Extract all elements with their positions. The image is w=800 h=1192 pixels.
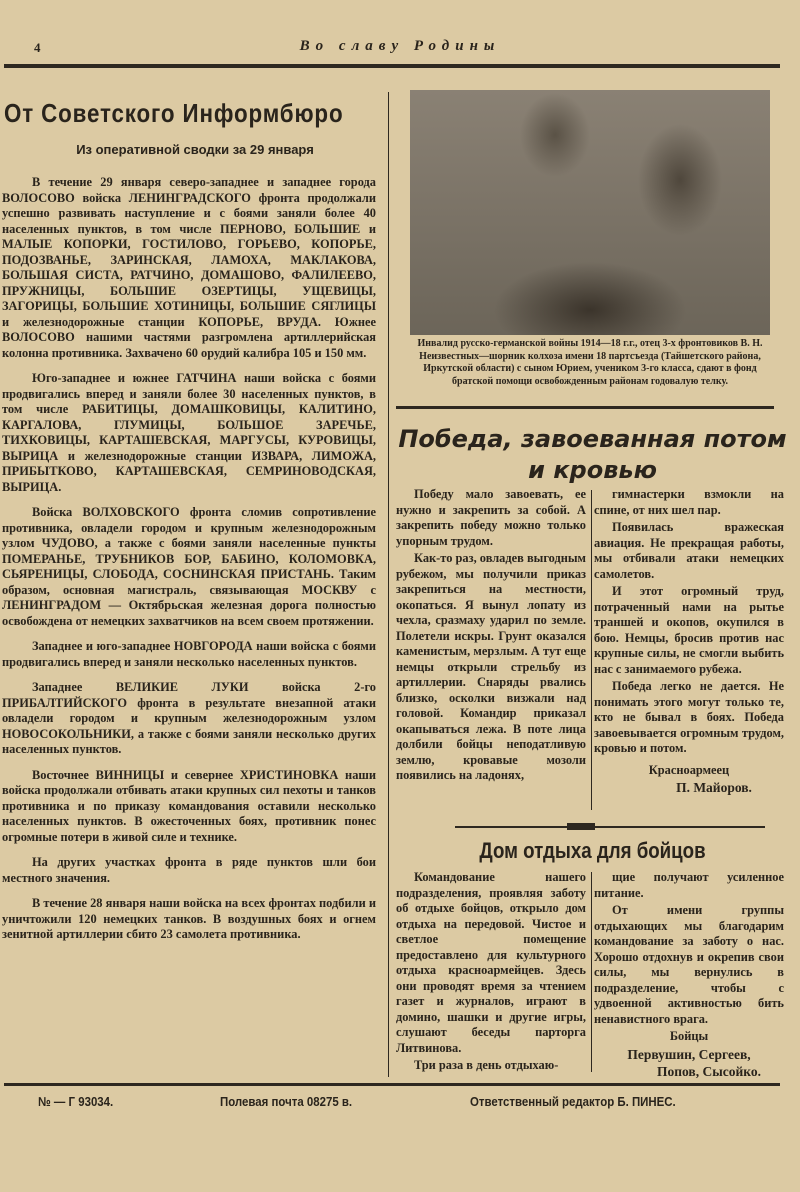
paragraph: Восточнее ВИННИЦЫ и севернее ХРИСТИНОВКА наши войска продолжали отбивать атаки крупных сил пехоты и танков противника и по приказу командования оставили несколько населенных пунктов. В ожесточенных боях, противник понес огромные потери в живой силе и технике.	[2, 767, 376, 844]
rest-home-title: Дом отдыха для бойцов	[479, 838, 706, 863]
signature-names: Попов, Сысойко.	[656, 1064, 762, 1079]
column-divider	[591, 872, 592, 1072]
paragraph: Командование нашего подразделения, проявляя заботу об отдыхе бойцов, открыло дом отдыха на передовой. Чистое и светлое помещение предоставлено для культурного отдыха красноармейцев. Здесь они проводят время за чтением газет и журналов, играют в домино, шашки и другие игры, слушают беседы парторга Литвинова.	[396, 870, 586, 1055]
section-rule	[455, 826, 765, 828]
footer-rule	[4, 1083, 780, 1086]
victory-col-1	[396, 487, 586, 786]
caption-rule	[396, 406, 774, 409]
paragraph: Появилась вражеская авиация. Не прекращая работы, мы отбивали атаки немецких самолетов.	[594, 520, 784, 581]
column-divider	[388, 92, 389, 1077]
informburo-subtitle: Из оперативной сводки за 29 января	[76, 142, 314, 157]
masthead: Во славу Родины	[299, 38, 501, 54]
issue-number: № — Г 93034.	[38, 1094, 114, 1109]
field-post: Полевая почта 08275 в.	[220, 1094, 353, 1109]
victory-col-2	[594, 487, 784, 798]
paragraph: Западнее ВЕЛИКИЕ ЛУКИ войска 2-го ПРИБАЛТИЙСКОГО фронта в результате внезапной атаки овладели городом и крупным железнодорожным узлом НОВОСОКОЛЬНИКИ, а также с боями заняли несколько других населенных пунктов.	[2, 680, 376, 756]
paragraph: Западнее и юго-западнее НОВГОРОДА наши войска с боями продвигались вперед и заняли несколько населенных пунктов.	[2, 639, 376, 669]
paragraph: В течение 28 января наши войска на всех фронтах подбили и уничтожили 120 немецких танков. В воздушных боях и огнем зенитной артиллерии сбито 23 самолета противника.	[2, 896, 376, 941]
victory-title: Победа, завоеванная потом и кровью	[398, 425, 787, 484]
paragraph: гимнастерки взмокли на спине, от них шел пар.	[594, 487, 784, 517]
paragraph: Юго-западнее и южнее ГАТЧИНА наши войска с боями продвигались вперед и заняли более 30 населенных пунктов, в том числе РАБИТИЦЫ, ДОМАШКОВИЦЫ, КАЛИТИНО, КАРГАЛОВА, ГЛУМИЦЫ, БОЛЬШОЕ ЗАРЕЧЬЕ, ТИХКОВИЦЫ, КАРТАШЕВСКАЯ, МАРГУСЫ, КУРОВИЦЫ, ВЫРИЦА и железнодорожные станции ИЗВАРА, ЛИМОЖА, ПРИБЫТКОВО, КАРТАШЕВСКАЯ, СЕМРИНОВОДСКАЯ, ВЫРИЦА.	[2, 371, 376, 494]
paragraph: щие получают усиленное питание.	[594, 870, 784, 900]
header-rule	[4, 64, 780, 68]
section-ornament	[567, 823, 595, 830]
paragraph: От имени группы отдыхающих мы благодарим командование за заботу о нас. Хорошо отдохнув и окрепив свои силы, мы вернулись в подразделение, чтобы с удвоенной активностью бить ненавистного врага.	[594, 903, 784, 1026]
signature-label: Бойцы	[669, 1029, 709, 1043]
signature-rank: Красноармеец	[648, 762, 730, 777]
signature-name: П. Майоров.	[676, 780, 752, 795]
paragraph: На других участках фронта в ряде пунктов шли бои местного значения.	[2, 855, 376, 885]
paragraph: Как-то раз, овладев выгодным рубежом, мы получили приказ закрепиться на местности, окопаться. Я вынул лопату из чехла, сразмаху ударил по земле. Полетели искры. Грунт оказался каменистым, мерзлым. А тут еще немцы открыли стрельбу из артиллерии. Снаряды рвались близко, осколки визжали над головой. Командир приказал окапываться лежа. В поте лица долбили бойцы неподатливую землю, кровавые мозоли появились на ладонях,	[396, 551, 586, 782]
informburo-body	[2, 175, 376, 953]
paragraph: В течение 29 января северо-западнее и западнее города ВОЛОСОВО войска ЛЕНИНГРАДСКОГО фронта продолжали успешно развивать наступление и с боями заняли более 40 населенных пунктов, в том числе ПЕРНОВО, БОЛЬШИЕ и МАЛЫЕ КОПОРКИ, ГОСТИЛОВО, ГОРЬЕВО, КОПОРЬЕ, ПОДОЗВАНЬЕ, ЗАРИНСКАЯ, ЛАМОХА, МАКЛАКОВА, БОЛЬШАЯ СИСТА, РАТЧИНО, ДОМАШОВО, ФАЛИЛЕЕВО, ПРУЖНИЦЫ, БОЛЬШИЕ ОЗЕРТИЦЫ, УЩЕВИЦЫ, ЗАГОРИЦЫ, БОЛЬШИЕ ХОТИНИЦЫ, БОЛЬШИЕ СЯГЛИЦЫ и железнодорожные станции КОПОРЬЕ, ВРУДА. Южнее ВОЛОСОВО нашими частями разгромлена артиллерийская колонна противника. Захвачено 60 орудий калибра 105 и 150 мм.	[2, 175, 376, 360]
informburo-title: От Советского Информбюро	[4, 98, 344, 128]
column-divider	[591, 490, 592, 810]
rest-home-col-2	[594, 870, 784, 1082]
signature-names: Первушин, Сергеев,	[627, 1046, 751, 1062]
paragraph: Победа легко не дается. Не понимать этого могут только те, кто не бывал в боях. Победа завоевывается огромным трудом, кровью и потом.	[594, 679, 784, 755]
paragraph: И этот огромный труд, потраченный нами на рытье траншей и окопов, окупился в бою. Немцы, бросив против нас крупные силы, не смогли выбить нас с занимаемого рубежа.	[594, 584, 784, 676]
rest-home-col-1	[396, 870, 586, 1076]
paragraph: Три раза в день отдыхаю-	[414, 1058, 559, 1072]
photo-caption: Инвалид русско-германской войны 1914—18 г.г., отец 3-х фронтовиков В. Н. Неизвестных—шорник колхоза имени 18 партсъезда (Тайшетского района, Иркутской области) с сыном Юрием, учеником 3-го класса, сдают в фонд братской помощи освобожденным районам годовалую телку.	[417, 338, 763, 387]
paragraph: Войска ВОЛХОВСКОГО фронта сломив сопротивление противника, овладели городом и крупным железнодорожным узлом ЧУДОВО, а также с боями заняли населенные пункты ПОМЕРАНЬЕ, ТРУБНИКОВ БОР, БАБИНО, КОЛОМОВКА, СЬЯРЕНИЦЫ, СЛОБОДА, СОСНИНСКАЯ ПРИСТАНЬ. Таким образом, основная магистраль, связывающая МОСКВУ с ЛЕНИНГРАДОМ — Октябрьская железная дорога полностью освобождена от немецких захватчиков на всем своем протяжении.	[2, 505, 376, 628]
photo-veteran-with-heifer	[410, 90, 770, 335]
editor: Ответственный редактор Б. ПИНЕС.	[470, 1094, 676, 1109]
paragraph: Победу мало завоевать, ее нужно и закрепить за собой. А закрепить победу можно только упорным трудом.	[396, 487, 586, 548]
page-number: 4	[34, 40, 41, 55]
